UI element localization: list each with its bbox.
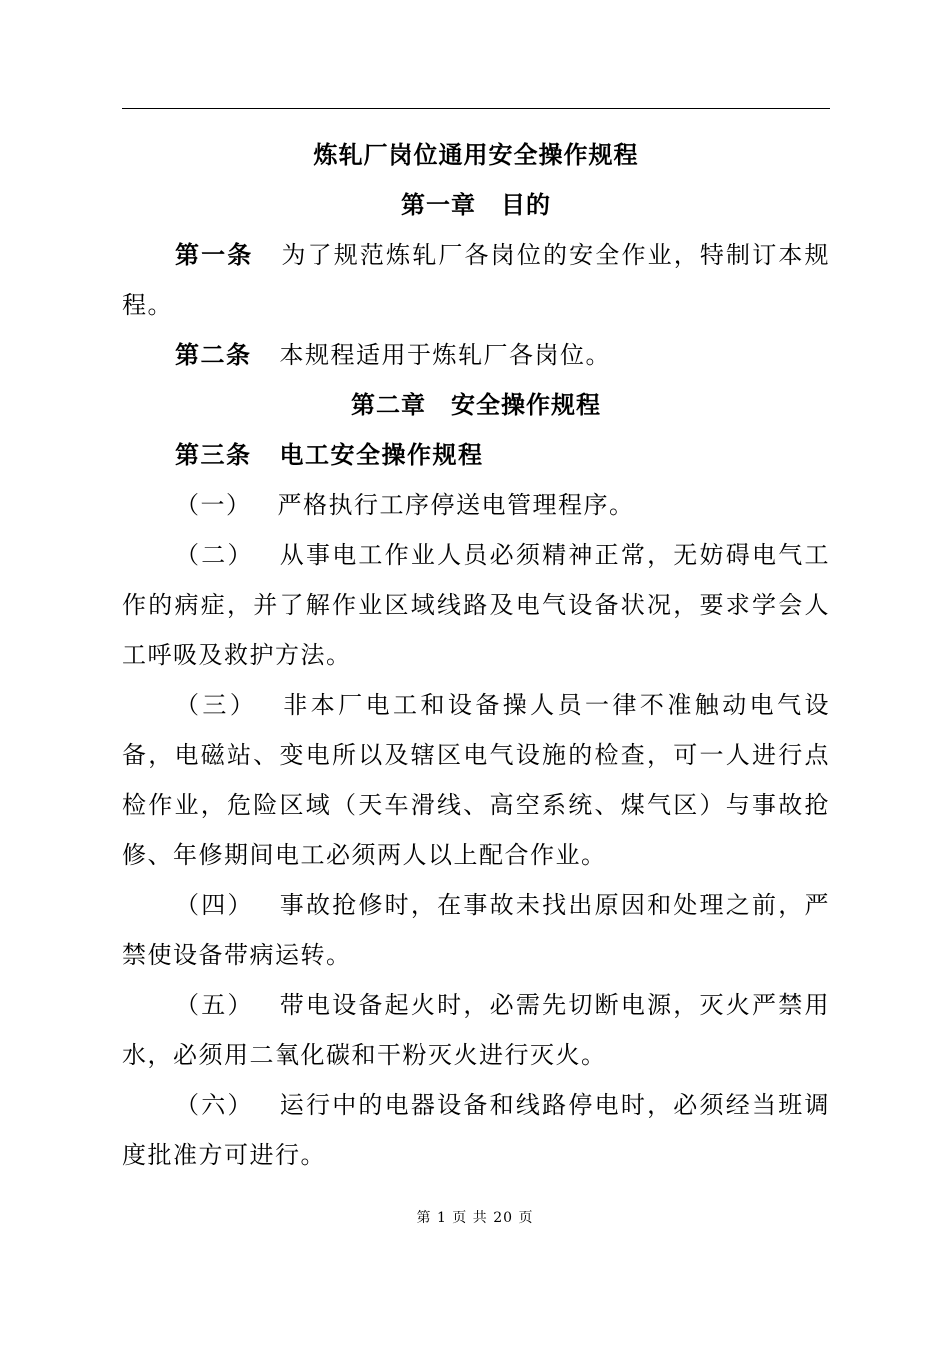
document-page: [122, 130, 830, 1180]
list-item: [122, 980, 830, 1080]
article-2-label: 第二条: [175, 340, 252, 369]
list-item: [122, 480, 830, 530]
item-text: 非本厂电工和设备操人员一律不准触动电气设备，电磁站、变电所以及辖区电气设施的检查，可一人进行点检作业，危险区域（天车滑线、高空系统、煤气区）与事故抢修、年修期间电工必须两人以上配合作业。: [122, 691, 830, 869]
item-number: （二）: [175, 541, 254, 569]
chapter-2-heading: 第二章 安全操作规程: [351, 390, 601, 419]
article-1-label: 第一条: [175, 240, 254, 269]
chapter-1-heading: 第一章 目的: [401, 190, 551, 219]
item-number: （五）: [175, 991, 254, 1019]
list-item: [122, 530, 830, 680]
document-title: 炼轧厂岗位通用安全操作规程: [313, 140, 639, 169]
item-number: （六）: [175, 1091, 254, 1119]
article-3-label: 第三条: [175, 440, 252, 469]
article-3: [122, 430, 830, 480]
item-number: （三）: [175, 691, 258, 719]
page-footer: 第 1 页 共 20 页: [416, 1210, 534, 1226]
list-item: [122, 680, 830, 880]
item-text: 事故抢修时，在事故未找出原因和处理之前，严禁使设备带病运转。: [122, 891, 830, 969]
item-text: 运行中的电器设备和线路停电时，必须经当班调度批准方可进行。: [122, 1091, 830, 1169]
article-2: [122, 330, 830, 380]
item-number: （一）: [175, 491, 252, 519]
item-text: 严格执行工序停送电管理程序。: [277, 491, 635, 519]
list-item: [122, 1080, 830, 1180]
article-2-text: 本规程适用于炼轧厂各岗位。: [279, 341, 611, 369]
list-item: [122, 880, 830, 980]
article-3-title: 电工安全操作规程: [279, 440, 484, 469]
item-number: （四）: [175, 891, 254, 919]
item-text: 从事电工作业人员必须精神正常，无妨碍电气工作的病症，并了解作业区域线路及电气设备状况，要求学会人工呼吸及救护方法。: [122, 541, 830, 669]
article-1: [122, 230, 830, 330]
item-text: 带电设备起火时，必需先切断电源，灭火严禁用水，必须用二氧化碳和干粉灭火进行灭火。: [122, 991, 830, 1069]
header-rule: [122, 108, 830, 109]
article-1-text: 为了规范炼轧厂各岗位的安全作业，特制订本规程。: [122, 241, 831, 319]
